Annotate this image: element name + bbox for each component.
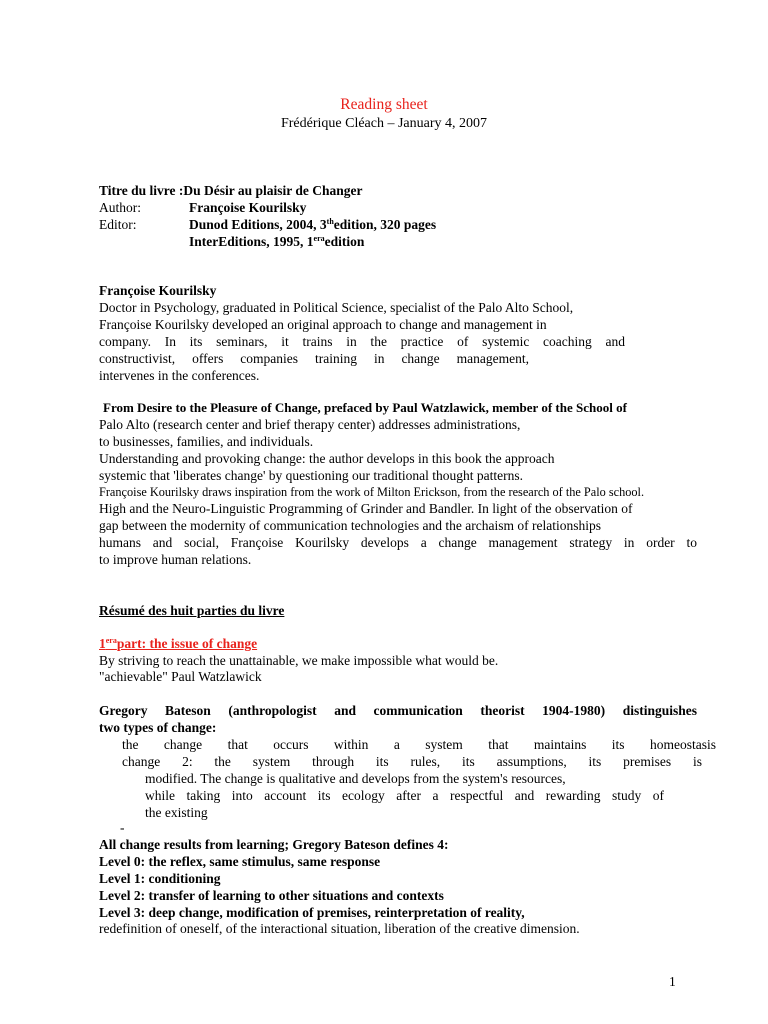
book-title-line <box>99 182 363 199</box>
level-line: redefinition of oneself, of the interactional situation, liberation of the creative dimension. <box>99 921 580 936</box>
change-line: modified. The change is qualitative and develops from the system's resources, <box>145 771 566 786</box>
bio-line: intervenes in the conferences. <box>99 368 260 383</box>
change-line: while taking into account its ecology after a respectful and rewarding study of <box>145 788 664 803</box>
bateson-line: Gregory Bateson (anthropologist and communication theorist 1904-1980) distinguishes <box>99 703 697 718</box>
bio-line: Françoise Kourilsky developed an original approach to change and management in <box>99 317 547 332</box>
bio-line: Doctor in Psychology, graduated in Political Science, specialist of the Palo Alto School, <box>99 300 574 315</box>
author-name: Françoise Kourilsky <box>189 200 307 215</box>
book-title-label: Titre du livre : <box>99 183 184 198</box>
learning-line: All change results from learning; Gregory Bateson defines 4: <box>99 837 449 852</box>
change-line: the existing <box>145 805 208 820</box>
list-dash: - <box>120 820 125 835</box>
change-line: the change that occurs within a system that maintains its homeostasis <box>122 737 716 752</box>
parts-heading: Résumé des huit parties du livre <box>99 603 285 618</box>
level-line: Level 0: the reflex, same stimulus, same response <box>99 854 381 869</box>
bateson-line: two types of change: <box>99 720 217 735</box>
quote-line: By striving to reach the unattainable, we make impossible what would be. <box>99 653 499 668</box>
summary-line: to businesses, families, and individuals. <box>99 434 314 449</box>
editor-2: InterEditions, 1995, $1^{era}edition$ <box>189 234 365 249</box>
editor-line <box>99 216 436 233</box>
author-label: Author: <box>99 200 141 215</box>
page-number: 1 <box>669 974 676 989</box>
summary-line: Françoise Kourilsky draws inspiration from the work of Milton Erickson, from the research of the Palo school. <box>99 485 645 499</box>
level-line: Level 1: conditioning <box>99 871 221 886</box>
level-line: Level 2: transfer of learning to other situations and contexts <box>99 888 444 903</box>
summary-line: humans and social, Françoise Kourilsky develops a change management strategy in order to <box>99 535 697 550</box>
document-title: Reading sheet <box>340 96 428 113</box>
bio-line: company. In its seminars, it trains in the practice of systemic coaching and <box>99 334 625 349</box>
summary-line: Understanding and provoking change: the author develops in this book the approach <box>99 451 555 466</box>
bio-line: constructivist, offers companies training in change management, <box>99 351 529 366</box>
summary-line: Palo Alto (research center and brief therapy center) addresses administrations, <box>99 417 521 432</box>
document-byline: Frédérique Cléach – January 4, 2007 <box>280 116 488 131</box>
level-line: Level 3: deep change, modification of premises, reinterpretation of reality, <box>99 905 525 920</box>
editor-label: Editor: <box>99 217 137 232</box>
quote-line: "achievable" Paul Watzlawick <box>99 669 262 684</box>
part-1-heading: $1^{era}part$: the issue of change <box>99 636 258 651</box>
bio-name: Françoise Kourilsky <box>99 283 217 298</box>
summary-line: to improve human relations. <box>99 552 252 567</box>
author-line <box>99 199 306 216</box>
summary-heading: From Desire to the Pleasure of Change, prefaced by Paul Watzlawick, member of the School of <box>103 400 627 415</box>
editor-1: Dunod Editions, 2004, 3thedition, 320 pages <box>189 217 437 232</box>
summary-line: systemic that 'liberates change' by questioning our traditional thought patterns. <box>99 468 524 483</box>
book-title: Du Désir au plaisir de Changer <box>183 183 363 198</box>
editor-line-2 <box>99 233 364 250</box>
summary-line: High and the Neuro-Linguistic Programming of Grinder and Bandler. In light of the observation of <box>99 501 633 516</box>
summary-line: gap between the modernity of communication technologies and the archaism of relationships <box>99 518 601 533</box>
change-line: change 2: the system through its rules, its assumptions, its premises is <box>122 754 702 769</box>
